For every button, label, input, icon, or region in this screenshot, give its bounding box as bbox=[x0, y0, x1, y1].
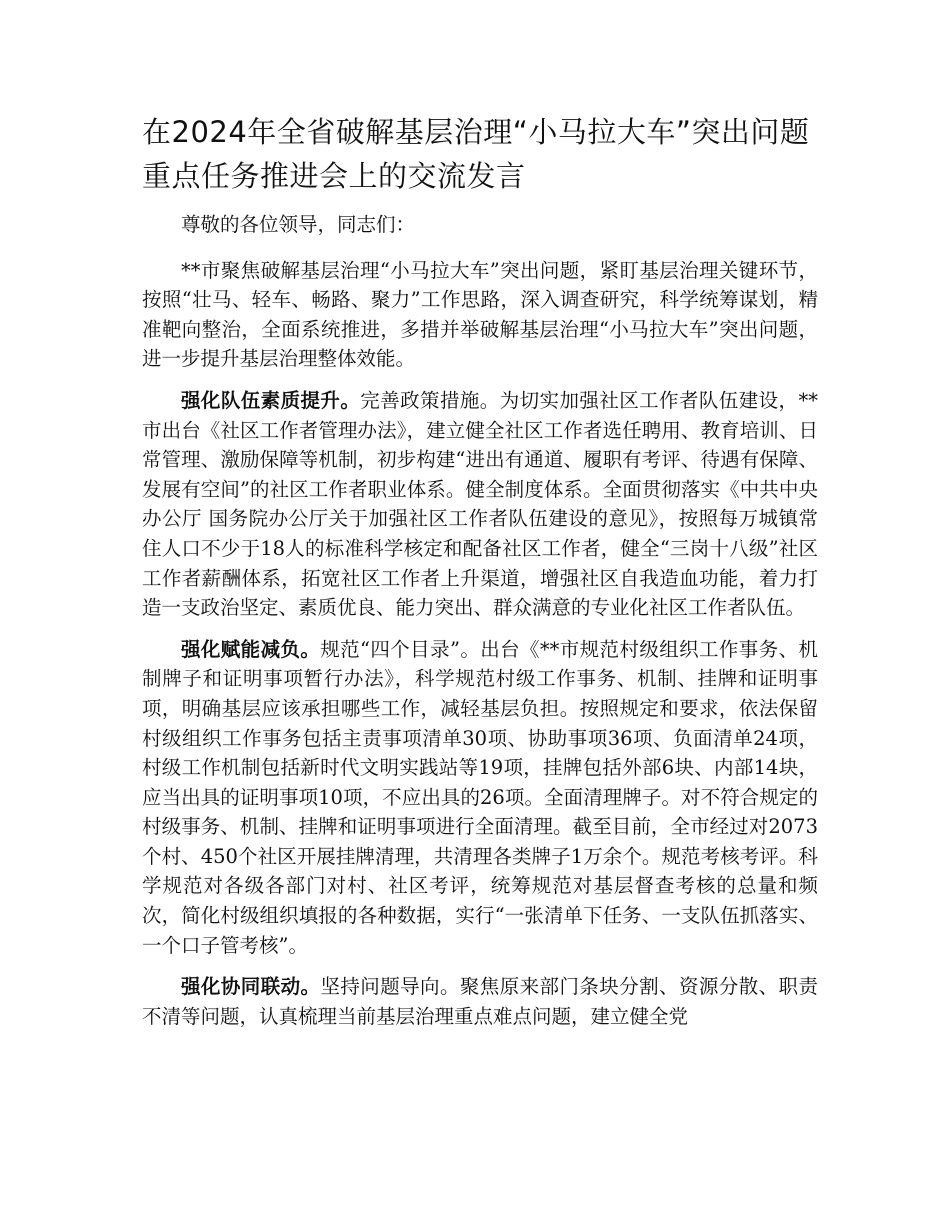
section-body-team: 完善政策措施。为切实加强社区工作者队伍建设，**市出台《社区工作者管理办法》，建立健全社区工作者选任聘用、教育培训、日常管理、激励保障等机制，初步构建“进出有通道、履职有考评、待遇有保障、发展有空间”的社区工作者职业体系。健全制度体系。全面贯彻落实《中共中央办公厅 国务院办公厅关于加强社区工作者队伍建设的意见》，按照每万城镇常住人口不少于18人的标准科学核定和配备社区工作者，健全“三岗十八级”社区工作者薪酬体系，拓宽社区工作者上升渠道，增强社区自我造血功能，着力打造一支政治坚定、素质优良、能力突出、群众满意的专业化社区工作者队伍。 bbox=[142, 388, 818, 620]
section-paragraph-coordination bbox=[142, 972, 818, 1031]
section-paragraph-empower bbox=[142, 635, 818, 961]
document-page bbox=[142, 110, 818, 1043]
section-heading-empower: 强化赋能减负。 bbox=[181, 637, 321, 661]
document-title: 在2024年全省破解基层治理“小马拉大车”突出问题重点任务推进会上的交流发言 bbox=[142, 115, 810, 193]
section-paragraph-team bbox=[142, 386, 818, 623]
section-heading-coordination: 强化协同联动。 bbox=[181, 975, 321, 999]
section-body-coordination: 坚持问题导向。聚焦原来部门条块分割、资源分散、职责不清等问题，认真梳理当前基层治理重点难点问题，建立健全党 bbox=[142, 975, 818, 1028]
salutation: 尊敬的各位领导，同志们： bbox=[181, 213, 416, 236]
section-heading-team: 强化队伍素质提升。 bbox=[181, 388, 361, 412]
intro-paragraph: **市聚焦破解基层治理“小马拉大车”突出问题，紧盯基层治理关键环节，按照“壮马、轻车、畅路、聚力”工作思路，深入调查研究，科学统筹谋划，精准靶向整治，全面系统推进，多措并举破解基层治理“小马拉大车”突出问题，进一步提升基层治理整体效能。 bbox=[142, 258, 818, 371]
section-body-empower: 规范“四个目录”。出台《**市规范村级组织工作事务、机制牌子和证明事项暂行办法》，科学规范村级工作事务、机制、挂牌和证明事项，明确基层应该承担哪些工作，减轻基层负担。按照规定和要求，依法保留村级组织工作事务包括主责事项清单30项、协助事项36项、负面清单24项，村级工作机制包括新时代文明实践站等19项，挂牌包括外部6块、内部14块，应当出具的证明事项10项，不应出具的26项。全面清理牌子。对不符合规定的村级事务、机制、挂牌和证明事项进行全面清理。截至目前，全市经过对2073个村、450个社区开展挂牌清理，共清理各类牌子1万余个。规范考核考评。科学规范对各级各部门对村、社区考评，统筹规范对基层督查考核的总量和频次，简化村级组织填报的各种数据，实行“一张清单下任务、一支队伍抓落实、一个口子管考核”。 bbox=[142, 637, 818, 957]
